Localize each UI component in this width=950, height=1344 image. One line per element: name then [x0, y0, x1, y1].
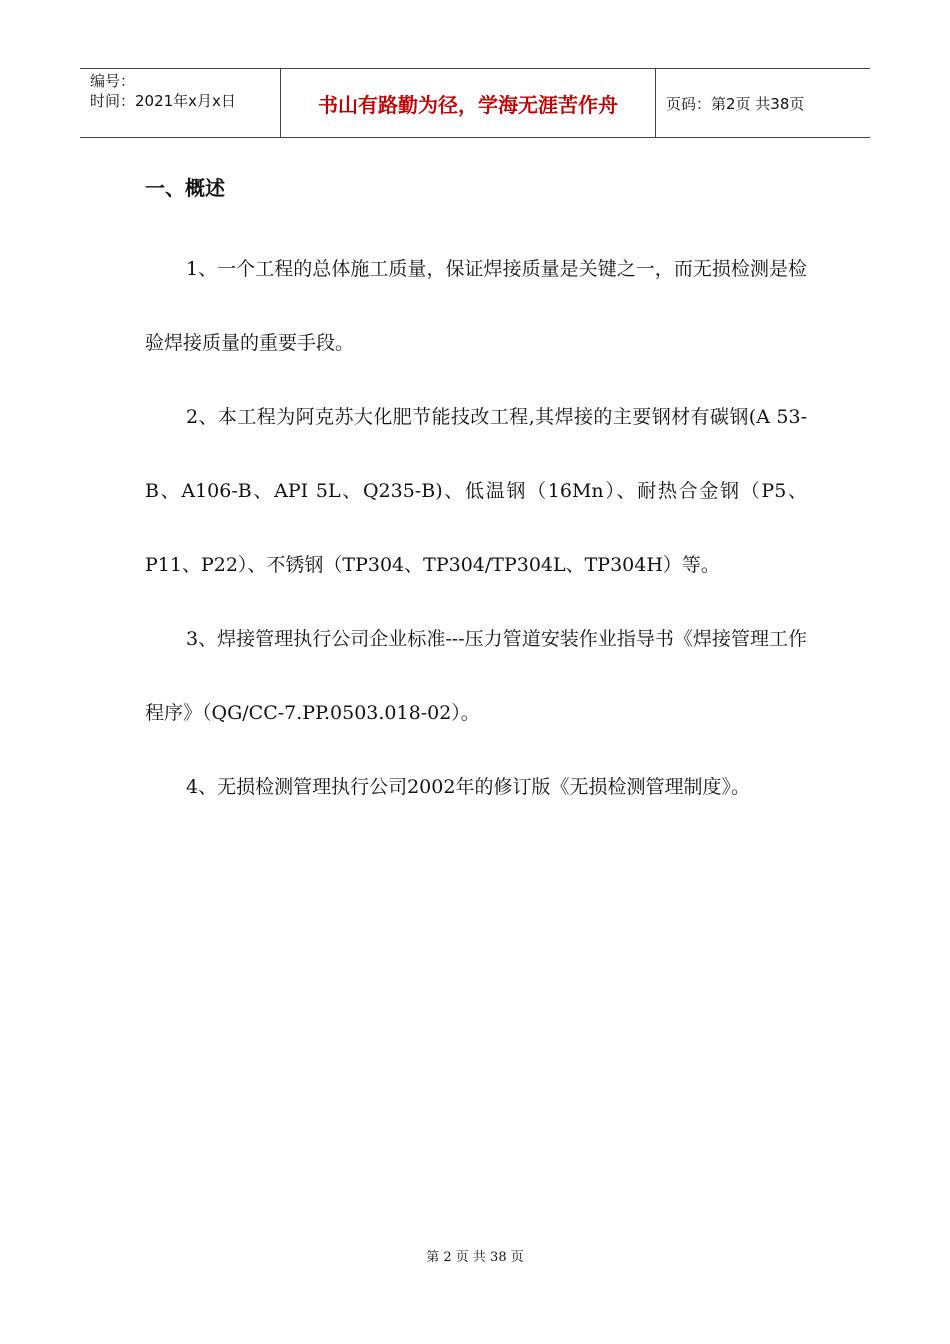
document-number-label: 编号：: [90, 72, 136, 90]
document-body: [145, 232, 807, 824]
paragraph-2: 2、本工程为阿克苏大化肥节能技改工程,其焊接的主要钢材有碳钢(A 53-B、A106-B、API 5L、Q235-B)、低温钢（16Mn）、耐热合金钢（P5、P11、P22）、不锈钢（TP304、TP304/TP304L、TP304H）等。: [145, 406, 807, 576]
page-footer: 第 2 页 共 38 页: [426, 1250, 524, 1265]
header-meta: [80, 69, 281, 137]
document-date: 时间：2021年x月x日: [90, 92, 236, 110]
paragraph-1: 1、一个工程的总体施工质量，保证焊接质量是关键之一，而无损检测是检验焊接质量的重要手段。: [145, 258, 807, 354]
page-header: [80, 68, 870, 138]
paragraph-4: 4、无损检测管理执行公司2002年的修订版《无损检测管理制度》。: [186, 776, 750, 798]
section-title: 一、概述: [145, 176, 225, 200]
header-page-info: 页码：第2页 共38页: [666, 94, 805, 113]
paragraph-3: 3、焊接管理执行公司企业标准---压力管道安装作业指导书《焊接管理工作程序》（QG/CC-7.PP.0503.018-02）。: [145, 628, 807, 724]
header-motto: 书山有路勤为径，学海无涯苦作舟: [281, 69, 656, 137]
